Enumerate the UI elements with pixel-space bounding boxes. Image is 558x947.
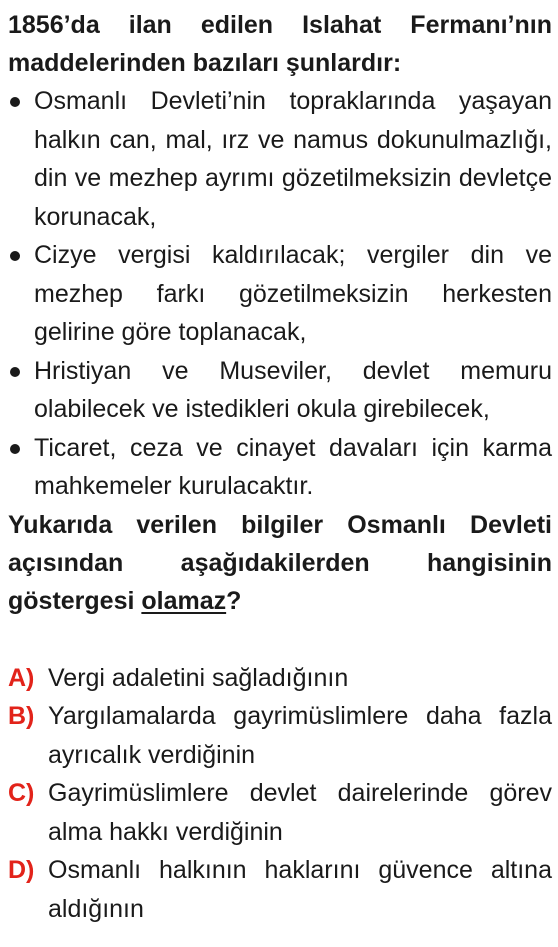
- bullet-text: Cizye vergisi kaldırılacak; vergiler din ve mezhep farkı gözetilmeksizin herkesten gelirine göre toplanacak,: [34, 241, 552, 346]
- intro-text: 1856’da ilan edilen Islahat Fermanı’nın maddelerinden bazıları şunlardır:: [8, 11, 552, 77]
- bullet-icon: [10, 444, 20, 454]
- list-item: [8, 352, 552, 429]
- bullet-list: [8, 82, 552, 506]
- option-c[interactable]: [8, 774, 552, 851]
- bullet-icon: [10, 251, 20, 261]
- list-item: [8, 429, 552, 506]
- bullet-text: Osmanlı Devleti’nin topraklarında yaşayan halkın can, mal, ırz ve namus dokunulmazlığı, din ve mezhep ayrımı gözetilmeksizin devletçe korunacak,: [34, 87, 552, 231]
- bullet-icon: [10, 367, 20, 377]
- list-item: [8, 236, 552, 352]
- option-text: Vergi adaletini sağladığının: [48, 663, 349, 692]
- bullet-text: Ticaret, ceza ve cinayet davaları için karma mahkemeler kurulacaktır.: [34, 433, 552, 500]
- option-text: Yargılamalarda gayrimüslimlere daha fazla ayrıcalık verdiğinin: [48, 702, 552, 769]
- option-letter: D): [8, 856, 35, 884]
- option-a[interactable]: [8, 659, 552, 698]
- option-text: Osmanlı halkının haklarını güvence altına aldığının: [48, 856, 552, 923]
- option-letter: A): [8, 663, 35, 692]
- option-d[interactable]: [8, 851, 552, 928]
- answer-options: [8, 659, 552, 929]
- question-page: [8, 6, 552, 928]
- option-letter: B): [8, 702, 35, 730]
- list-item: [8, 82, 552, 236]
- option-letter: C): [8, 779, 35, 807]
- question-text: Yukarıda verilen bilgiler Osmanlı Devleti açısından aşağıdakilerden hangisinin göstergesi: [8, 510, 552, 615]
- question-stem: [8, 506, 552, 620]
- question-mark: ?: [226, 586, 242, 615]
- option-text: Gayrimüslimlere devlet dairelerinde görev alma hakkı verdiğinin: [48, 779, 552, 846]
- question-emphasis: olamaz: [141, 586, 227, 615]
- bullet-icon: [10, 97, 20, 107]
- option-b[interactable]: [8, 697, 552, 774]
- bullet-text: Hristiyan ve Museviler, devlet memuru olabilecek ve istedikleri okula girebilecek,: [34, 356, 552, 423]
